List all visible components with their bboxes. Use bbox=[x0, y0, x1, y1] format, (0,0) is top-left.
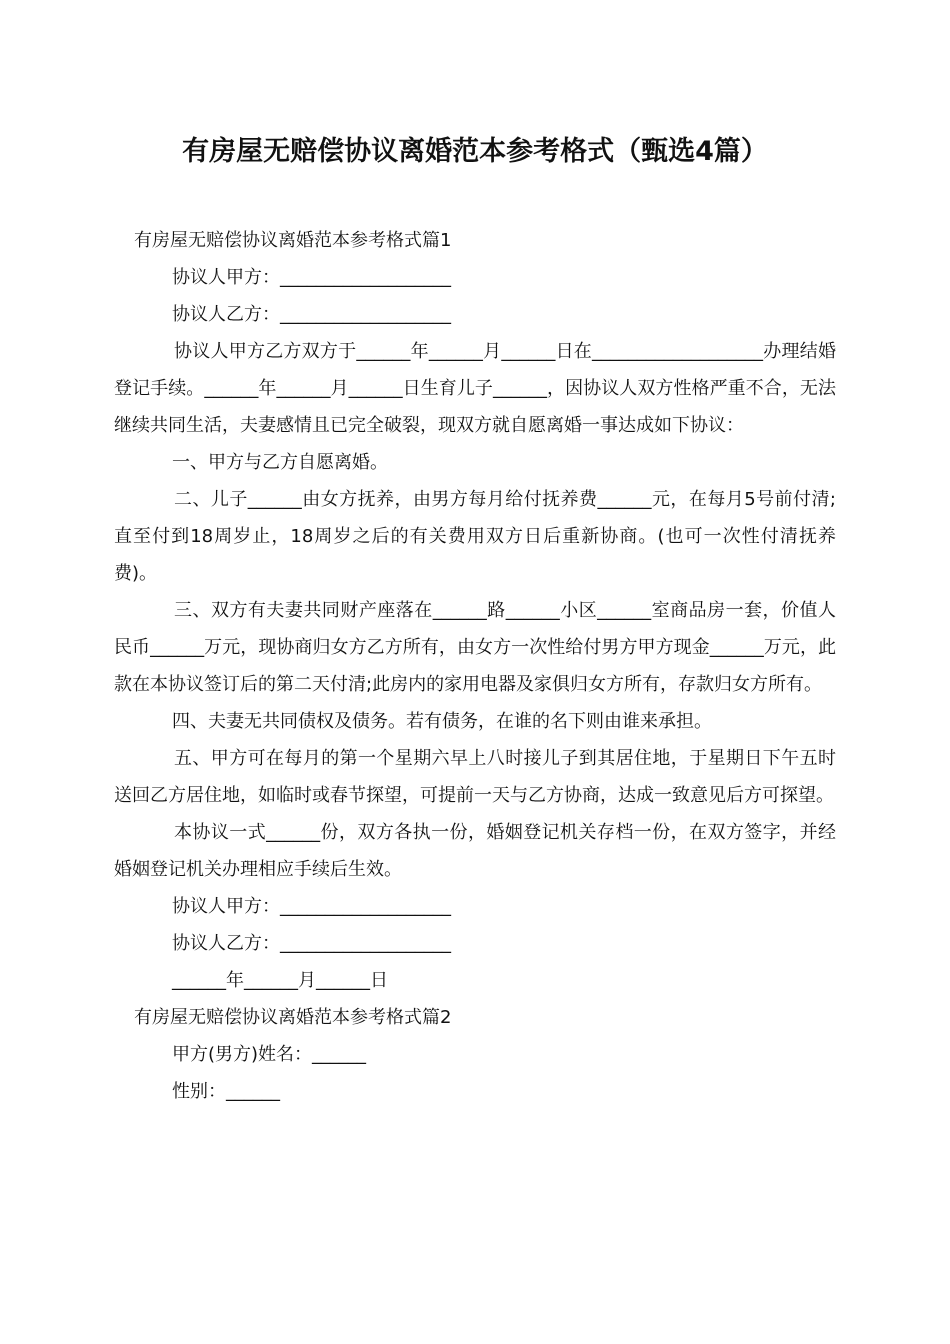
closing-paragraph: 本协议一式______份，双方各执一份，婚姻登记机关存档一份，在双方签字，并经婚姻登记机关办理相应手续后生效。 bbox=[114, 822, 836, 880]
section-2-heading: 有房屋无赔偿协议离婚范本参考格式篇2 bbox=[134, 1007, 452, 1028]
intro-paragraph: 协议人甲方乙方双方于______年______月______日在___________________办理结婚登记手续。______年______月______日生育儿子______，因协议人双方性格严重不合，无法继续共同生活，夫妻感情且已完全破裂，现双方就自愿离婚一事达成如下协议： bbox=[114, 341, 836, 436]
document-title: 有房屋无赔偿协议离婚范本参考格式（甄选4篇） bbox=[182, 136, 768, 167]
party-a-gender-field: 性别：______ bbox=[172, 1081, 280, 1102]
party-a-line: 协议人甲方：___________________ bbox=[172, 267, 451, 288]
section-1-heading: 有房屋无赔偿协议离婚范本参考格式篇1 bbox=[134, 230, 452, 251]
signature-date: ______年______月______日 bbox=[172, 970, 388, 991]
clause-4: 四、夫妻无共同债权及债务。若有债务，在谁的名下则由谁来承担。 bbox=[172, 711, 712, 732]
document-body bbox=[114, 222, 836, 1110]
party-b-line: 协议人乙方：___________________ bbox=[172, 304, 451, 325]
signature-party-b: 协议人乙方：___________________ bbox=[172, 933, 451, 954]
party-a-name-field: 甲方(男方)姓名：______ bbox=[172, 1044, 367, 1065]
clause-1: 一、甲方与乙方自愿离婚。 bbox=[172, 452, 388, 473]
clause-5: 五、甲方可在每月的第一个星期六早上八时接儿子到其居住地，于星期日下午五时送回乙方居住地，如临时或春节探望，可提前一天与乙方协商，达成一致意见后方可探望。 bbox=[114, 748, 836, 806]
signature-party-a: 协议人甲方：___________________ bbox=[172, 896, 451, 917]
clause-3: 三、双方有夫妻共同财产座落在______路______小区______室商品房一套，价值人民币______万元，现协商归女方乙方所有，由女方一次性给付男方甲方现金______万元，此款在本协议签订后的第二天付清;此房内的家用电器及家俱归女方所有，存款归女方所有。 bbox=[114, 600, 836, 695]
clause-2: 二、儿子______由女方抚养，由男方每月给付抚养费______元，在每月5号前付清;直至付到18周岁止，18周岁之后的有关费用双方日后重新协商。(也可一次性付清抚养费)。 bbox=[114, 489, 836, 584]
